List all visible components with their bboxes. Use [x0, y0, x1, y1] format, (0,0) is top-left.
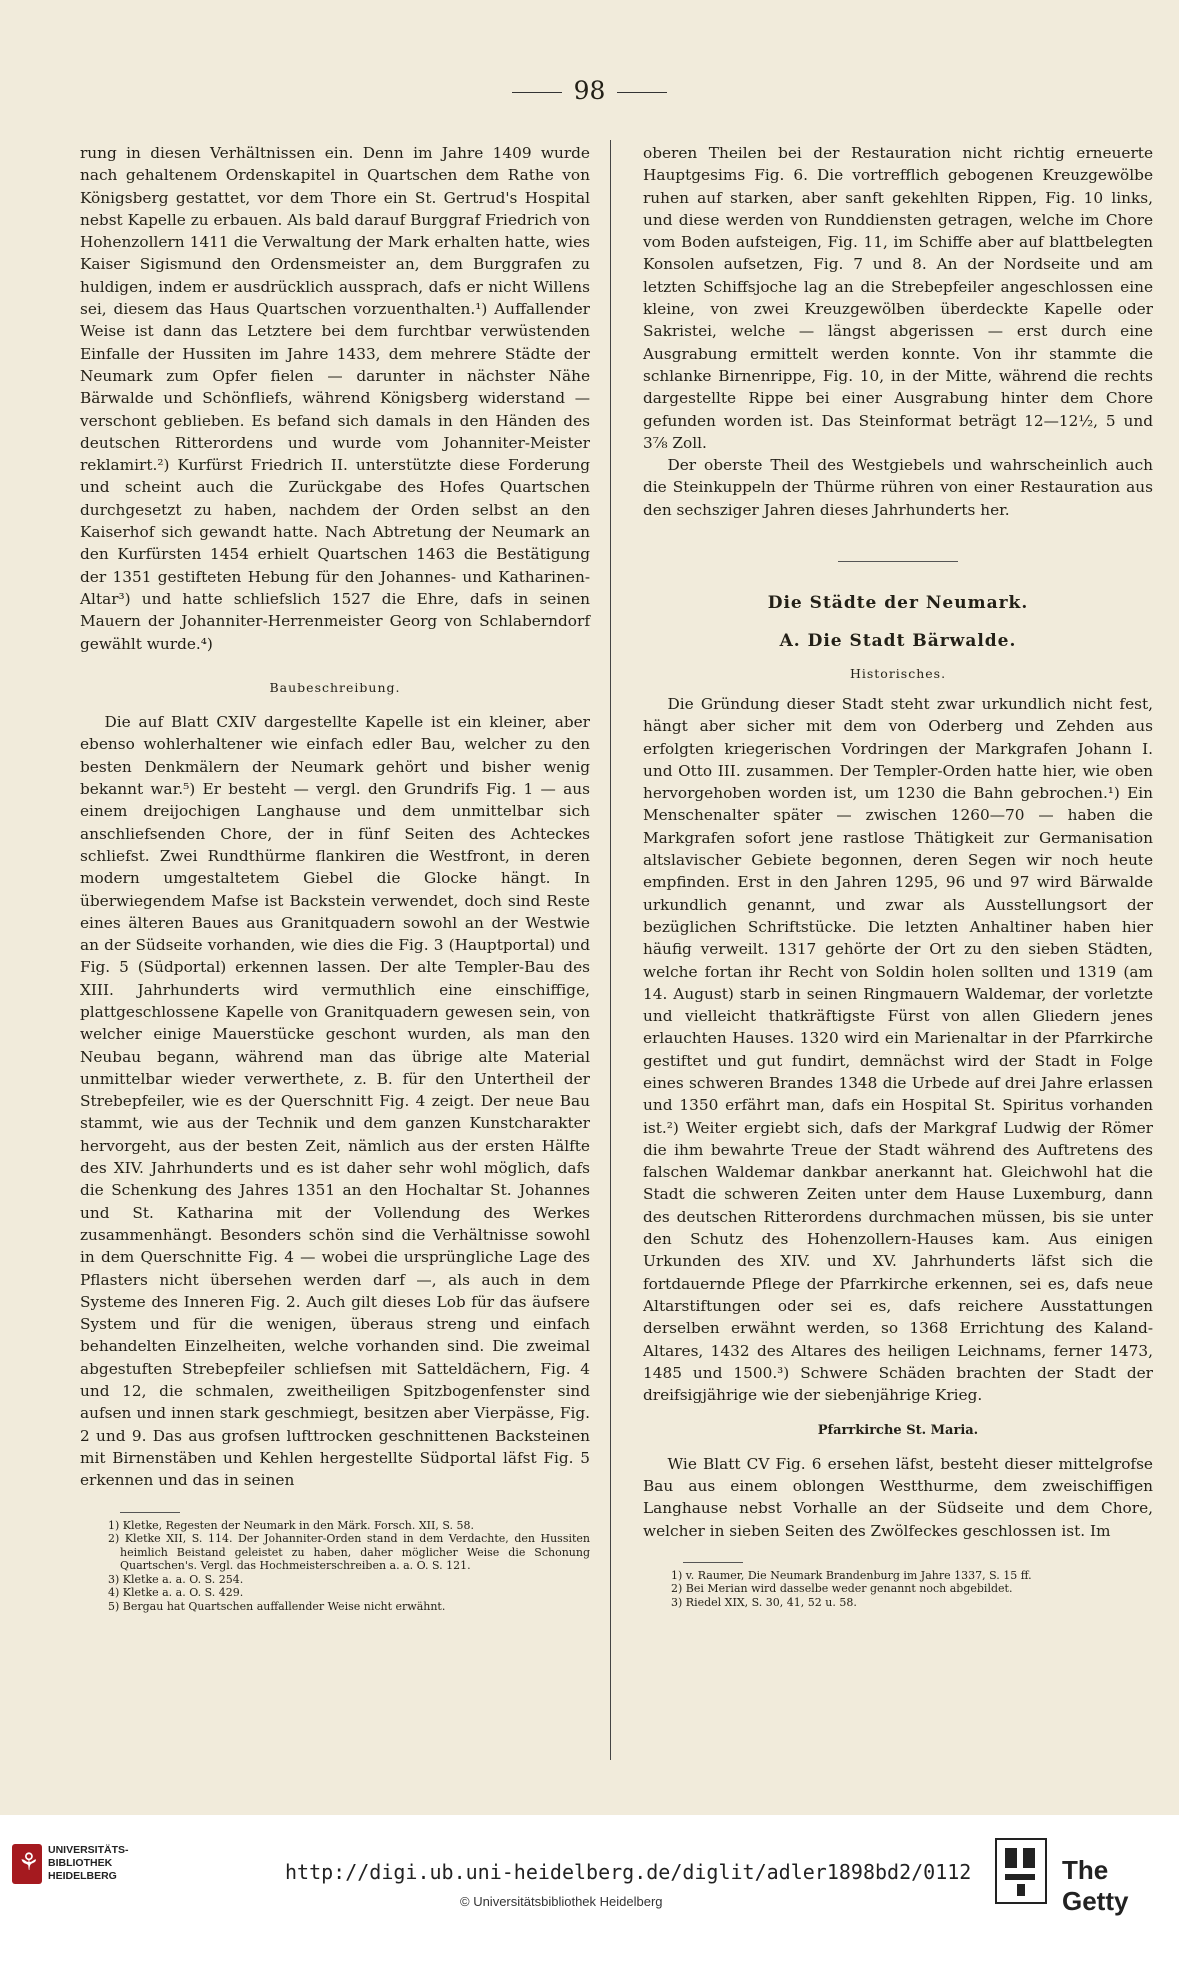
page-number-text: 98 — [573, 76, 606, 105]
library-name-line: UNIVERSITÄTS- — [48, 1844, 129, 1856]
getty-logo-icon[interactable] — [995, 1838, 1047, 1904]
library-seal-icon: ⚘ — [12, 1844, 42, 1884]
left-footnotes — [80, 1519, 590, 1614]
left-footnote-rule — [120, 1512, 180, 1513]
left-body-paragraph: Die auf Blatt CXIV dargestellte Kapelle ist ein kleiner, aber ebenso wohlerhaltener wie einfach edler Bau, welcher zu den besten Denkmälern der Neumark gehört und bisher wenig bekannt war.⁵) Er besteht — vergl. den Grundrifs Fig. 1 — aus einem dreijochigen Langhause und dem unmittelbar sich anschliefsenden Chore, der in fünf Seiten des Achteckes schliefst. Zwei Rundthürme flankiren die Westfront, in deren modern umgestaltetem Giebel die Glocke hängt. In überwiegendem Mafse ist Backstein verwendet, doch sind Reste eines älteren Baues aus Granitquadern sowohl an der Westwie an der Südseite vorhanden, wie dies die Fig. 3 (Hauptportal) und Fig. 5 (Südportal) erkennen lassen. Der alte Templer-Bau des XIII. Jahrhunderts wird vermuthlich eine einschiffige, plattgeschlossene Kapelle von Granitquadern gewesen sein, von welcher einige Mauerstücke geschont wurden, als man den Neubau begann, während man das übrige alte Material unmittelbar wieder verwerthete, z. B. für den Untertheil der Strebepfeiler, wie es der Querschnitt Fig. 4 zeigt. Der neue Bau stammt, wie aus der Technik und dem ganzen Kunstcharakter hervorgeht, aus der besten Zeit, nämlich aus der ersten Hälfte des XIV. Jahrhunderts und es ist daher sehr wohl möglich, dafs die Schenkung des Jahres 1351 an den Hochaltar St. Johannes und St. Katharina mit der Vollendung des Werkes zusammenhängt. Besonders schön sind die Verhältnisse sowohl in dem Querschnitte Fig. 4 — wobei die ursprüngliche Lage des Pflasters nicht übersehen werden darf —, als auch in dem Systeme des Inneren Fig. 2. Auch gilt dieses Lob für das äufsere System und für die wenigen, überaus streng und einfach behandelten Einzelheiten, welche vorhanden sind. Die zweimal abgestuften Strebepfeiler schliefsen mit Satteldächern, Fig. 4 und 12, die schmalen, zweitheiligen Spitzbogenfenster sind aufsen und innen stark geschmiegt, besitzen aber Vierpässe, Fig. 2 und 9. Das aus grofsen lufttrocken geschnittenen Backsteinen mit Birnenstäben und Kehlen hergestellte Südportal läfst Fig. 5 erkennen und das in seinen — [80, 713, 590, 1490]
right-footnotes — [643, 1569, 1153, 1610]
baubeschreibung-heading: Baubeschreibung. — [269, 679, 401, 695]
history-paragraph: Die Gründung dieser Stadt steht zwar urkundlich nicht fest, hängt aber sicher mit dem von Oderberg und Zehden aus erfolgten kriegerischen Vordringen der Markgrafen Johann I. und Otto III. zusammen. Der Templer-Orden hatte hier, wie oben hervorgehoben worden ist, um 1230 die Bahn gebrochen.¹) Ein Menschenalter später — zwischen 1260—70 — haben die Markgrafen sofort jene rastlose Thätigkeit zur Germanisation altslavischer Gebiete begonnen, deren Segen wir noch heute empfinden. Erst in den Jahren 1295, 96 und 97 wird Bärwalde urkundlich genannt, und zwar als Ausstellungsort der bezüglichen Schriftstücke. Die letzten Anhaltiner haben hier häufig verweilt. 1317 gehörte der Ort zu den sieben Städten, welche fortan ihr Recht von Soldin holen sollten und 1319 (am 14. August) starb in seinen Ringmauern Waldemar, der vorletzte und vielleicht thatkräftigste Fürst von allen Gliedern jenes erlauchten Hauses. 1320 wird ein Marienaltar in der Pfarrkirche gestiftet und gut fundirt, demnächst wird der Stadt in Folge eines schweren Brandes 1348 die Urbede auf drei Jahre erlassen und 1350 erfährt man, dafs ein Hospital St. Spiritus vorhanden ist.²) Weiter ergiebt sich, dafs der Markgraf Ludwig der Römer die ihm bewahrte Treue der Stadt während des Auftretens des falschen Waldemar dankbar anerkannt hat. Gleichwohl hat die Stadt die schweren Zeiten unter dem Hause Luxemburg, dann des deutschen Ritterordens durchmachen müssen, bis sie unter den Schutz des Hohenzollern-Hauses kam. Aus einigen Urkunden des XIV. und XV. Jahrhunderts läfst sich die fortdauernde Pflege der Pfarrkirche erkennen, sei es, dafs neue Altarstiftungen oder sei es, dafs reichere Ausstattungen derselben erwähnt werden, so 1368 Errichtung des Kaland-Altares, 1432 des Altares des heiligen Leichnams, ferner 1473, 1485 und 1500.³) Schwere Schäden brachten der Stadt der dreifsigjährige wie der siebenjährige Krieg. — [643, 694, 1153, 1405]
footnote: 2) Bei Merian wird dasselbe weder genannt noch abgebildet. — [671, 1582, 1013, 1596]
getty-name: The Getty — [1062, 1855, 1129, 1916]
copyright-notice: © Universitätsbibliothek Heidelberg — [460, 1894, 663, 1909]
footnote: 5) Bergau hat Quartschen auffallender Weise nicht erwähnt. — [108, 1599, 446, 1613]
right-second-paragraph: Der oberste Theil des Westgiebels und wahrscheinlich auch die Steinkuppeln der Thürme rühren von einer Restauration aus den sechsziger Jahren dieses Jahrhunderts her. — [643, 456, 1153, 519]
left-intro-paragraph: rung in diesen Verhältnissen ein. Denn im Jahre 1409 wurde nach gehaltenem Ordenskapitel in Quartschen dem Rathe von Königsberg gestattet, vor dem Thore ein St. Gertrud's Hospital nebst Kapelle zu erbauen. Als bald darauf Burggraf Friedrich von Hohenzollern 1411 die Verwaltung der Mark erhalten hatte, wies Kaiser Sigismund den Ordensmeister an, dem Burggrafen zu huldigen, indem er ausdrücklich aussprach, dafs er nicht Willens sei, diesem das Haus Quartschen vorzuenthalten.¹) Auffallender Weise ist dann das Letztere bei dem furchtbar verwüstenden Einfalle der Hussiten im Jahre 1433, dem mehrere Städte der Neumark zum Opfer fielen — darunter in nächster Nähe Bärwalde und Schönfliefs, während Königsberg widerstand — verschont geblieben. Es befand sich damals in den Händen des deutschen Ritterordens und wurde vom Johanniter-Meister reklamirt.²) Kurfürst Friedrich II. unterstützte diese Forderung und scheint auch die Zurückgabe des Hofes Quartschen durchgesetzt zu haben, nachdem der Orden selbst an den Kaiserhof sich gewandt hatte. Nach Abtretung der Neumark an den Kurfürsten 1454 erhielt Quartschen 1463 die Bestätigung der 1351 gestifteten Hebung für den Johannes- und Katharinen-Altar³) und hatte schliefslich 1527 die Ehre, dafs in seinen Mauern der Johanniter-Herrenmeister Georg von Schlaberndorf gewählt wurde.⁴) — [80, 144, 590, 653]
page-number — [0, 76, 1179, 105]
right-footnote-rule — [683, 1562, 743, 1563]
column-divider — [610, 140, 611, 1760]
page-number-dash-left — [512, 92, 562, 93]
library-name-line: HEIDELBERG — [48, 1870, 117, 1882]
footnote: 3) Kletke a. a. O. S. 254. — [108, 1572, 244, 1586]
footnote: 3) Riedel XIX, S. 30, 41, 52 u. 58. — [671, 1595, 857, 1609]
left-column — [80, 142, 590, 1613]
church-paragraph: Wie Blatt CV Fig. 6 ersehen läfst, besteht dieser mittelgrofse Bau aus einem oblongen Westthurme, dem zweischiffigen Langhause nebst Vorhalle an der Südseite und dem Chore, welcher in sieben Seiten des Zwölfeckes geschlossen ist. Im — [643, 1454, 1153, 1540]
library-name-line: BIBLIOTHEK — [48, 1857, 113, 1869]
footnote: 1) Kletke, Regesten der Neumark in den Märk. Forsch. XII, S. 58. — [108, 1518, 474, 1532]
library-name — [48, 1844, 129, 1883]
section-separator — [838, 561, 958, 562]
page-number-dash-right — [617, 92, 667, 93]
permalink-url[interactable]: http://digi.ub.uni-heidelberg.de/diglit/adler1898bd2/0112 — [285, 1860, 972, 1884]
main-heading: Die Städte der Neumark. — [767, 593, 1029, 614]
right-continuation-paragraph: oberen Theilen bei der Restauration nicht richtig erneuerte Hauptgesims Fig. 6. Die vortrefflich gebogenen Kreuzgewölbe ruhen auf starken, aber sanft gekehlten Rippen, Fig. 10 links, und diese werden von Runddiensten getragen, welche im Chore vom Boden aufsteigen, Fig. 11, im Schiffe aber auf blattbelegten Konsolen aufsetzen, Fig. 7 und 8. An der Nordseite und am letzten Schiffsjoche lag an die Strebepfeiler angeschlossen eine kleine, von zwei Kreuzgewölben überdeckte Kapelle oder Sakristei, welche — längst abgerissen — erst durch eine Ausgrabung ermittelt werden konnte. Von ihr stammte die schlanke Birnenrippe, Fig. 10, in der Mitte, während die rechts dargestellte Rippe bei einer Ausgrabung hinter dem Chore gefunden worden ist. Das Steinformat beträgt 12—12½, 5 und 3⅞ Zoll. — [643, 144, 1153, 452]
footnote: 1) v. Raumer, Die Neumark Brandenburg im Jahre 1337, S. 15 ff. — [671, 1568, 1032, 1582]
footnote: 2) Kletke XII, S. 114. Der Johanniter-Orden stand in dem Verdachte, den Hussiten heimlich Beistand geleistet zu haben, daher möglicher Weise die Schonung Quartschen's. Vergl. das Hochmeisterschreiben a. a. O. S. 121. — [108, 1532, 590, 1573]
church-heading: Pfarrkirche St. Maria. — [817, 1423, 979, 1439]
right-column — [643, 142, 1153, 1609]
footnote: 4) Kletke a. a. O. S. 429. — [108, 1586, 244, 1600]
sub-heading: A. Die Stadt Bärwalde. — [779, 631, 1017, 652]
historisches-heading: Historisches. — [849, 665, 947, 681]
